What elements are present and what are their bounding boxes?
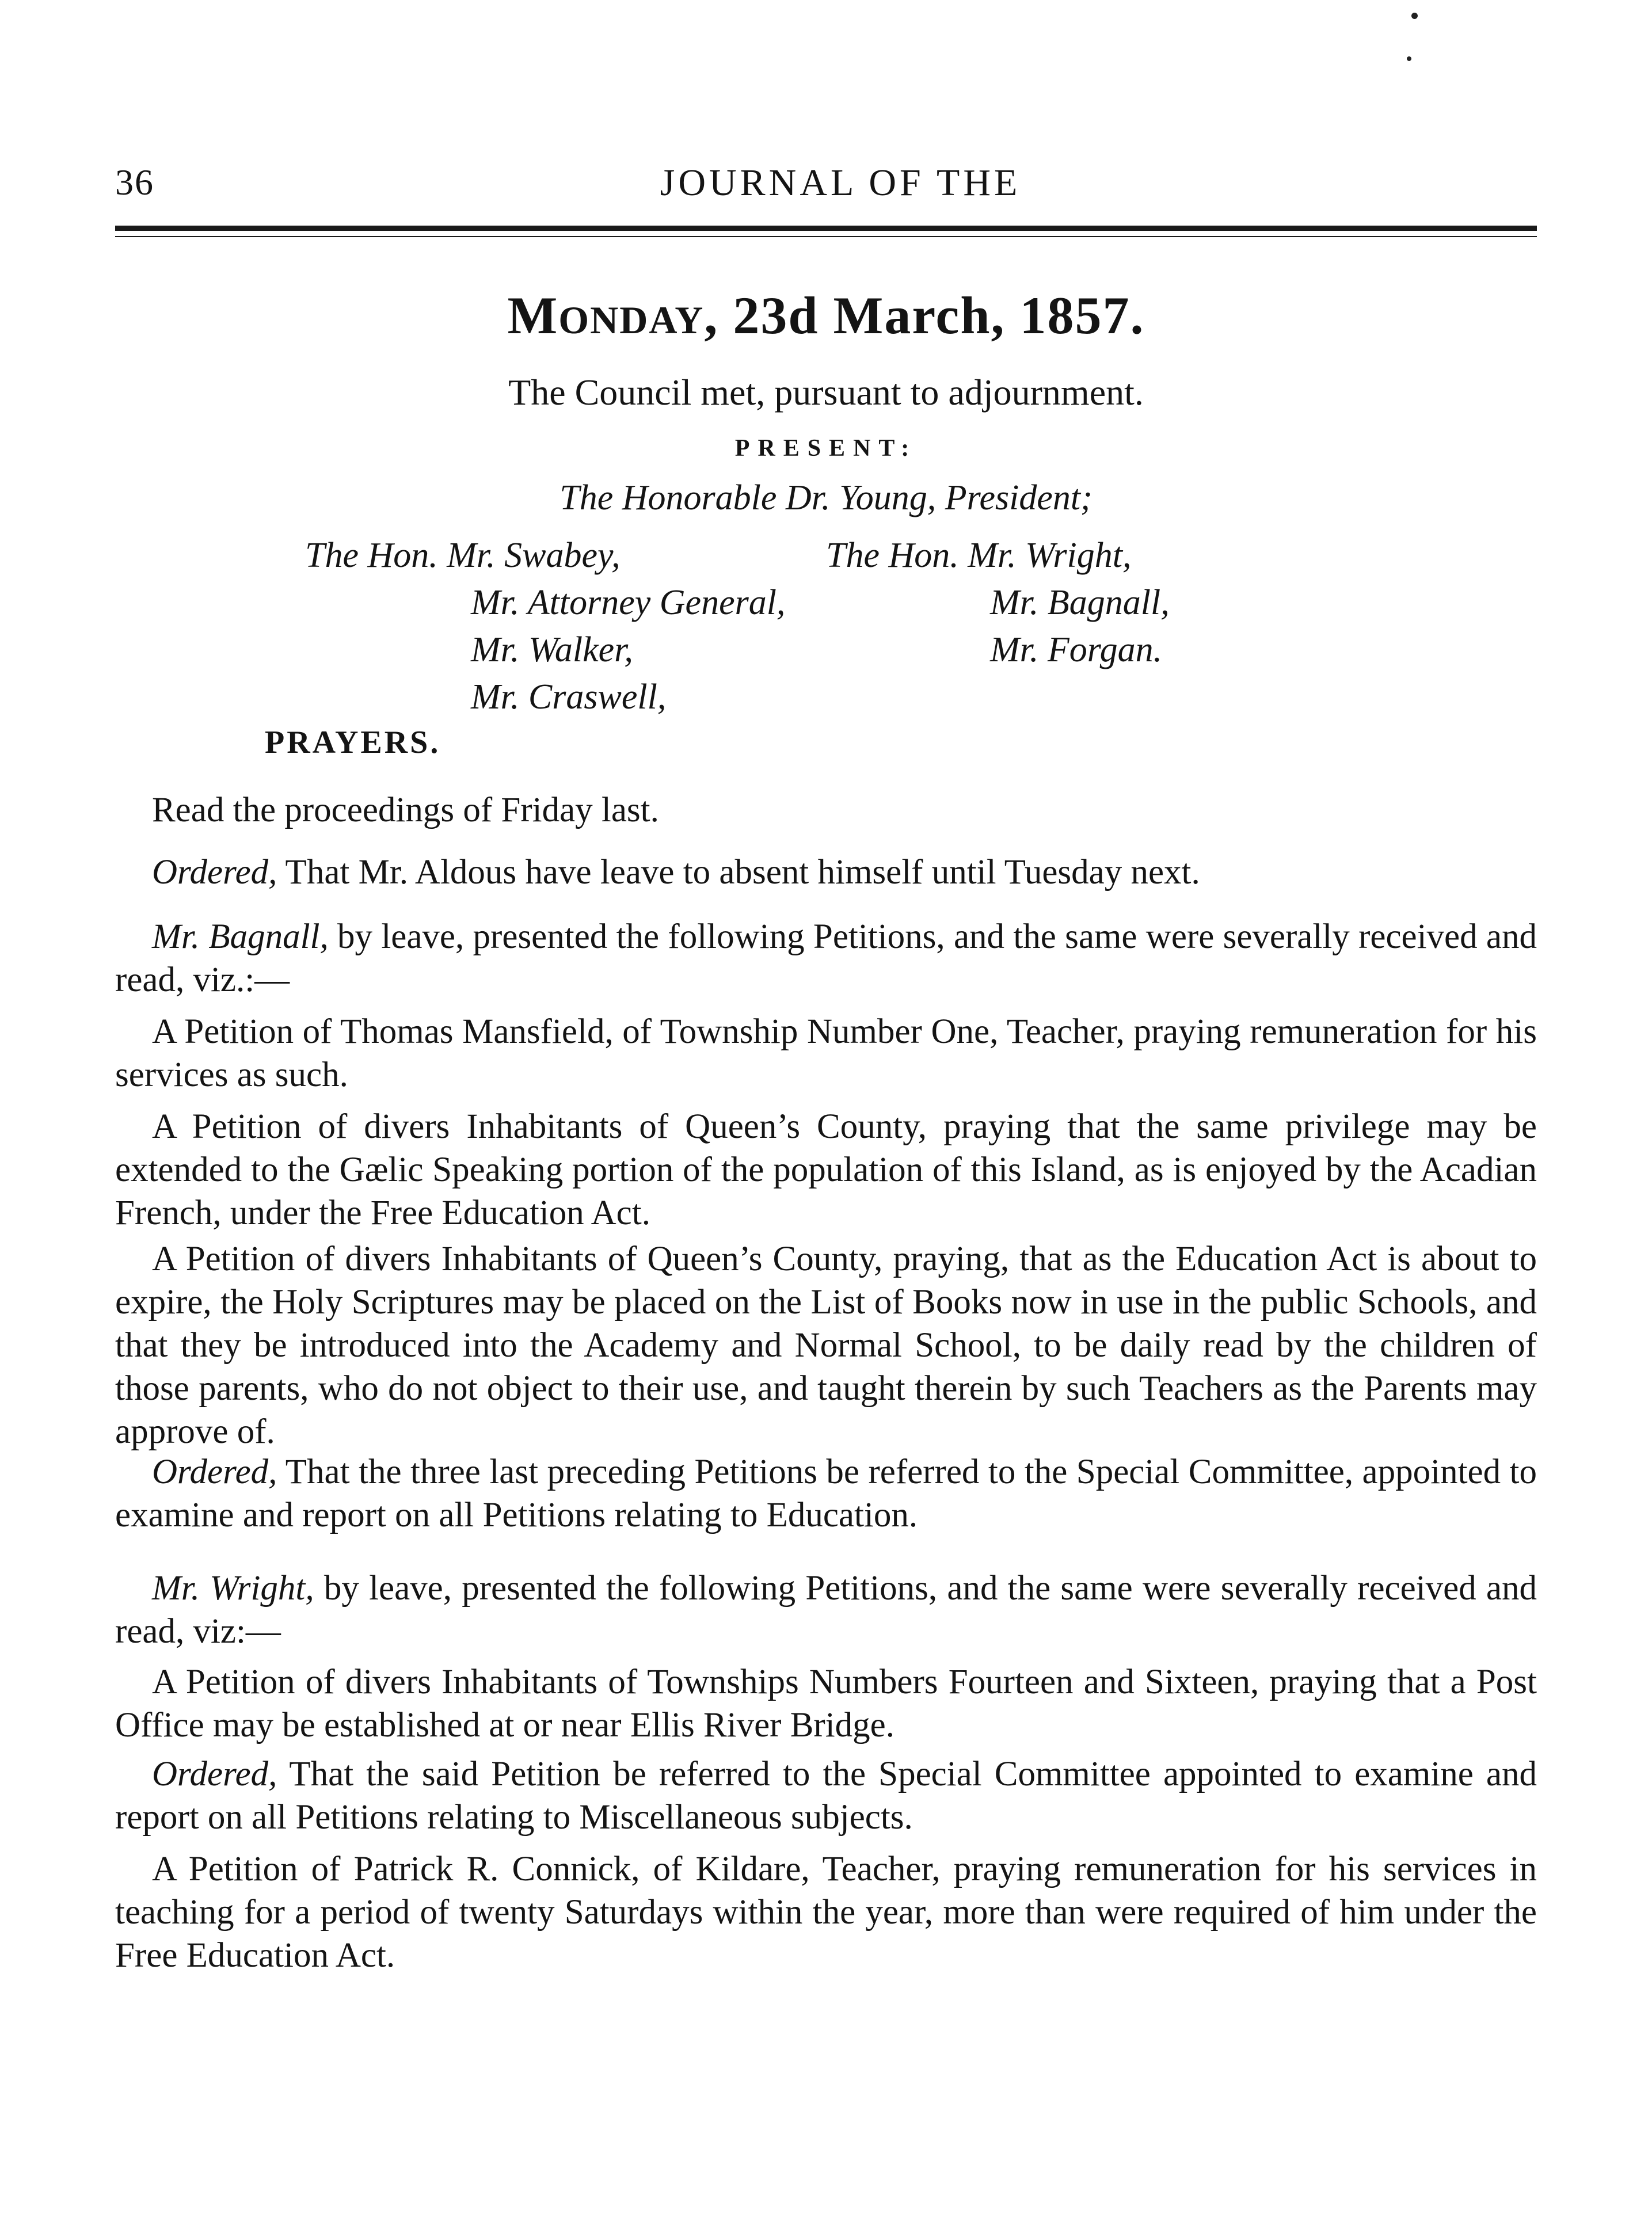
date-text: , 23d March, 1857. xyxy=(704,286,1145,345)
paragraph-lead: Ordered, xyxy=(152,1453,277,1491)
member-right-1: The Hon. Mr. Wright, xyxy=(826,536,1132,575)
paragraph-text: Read the proceedings of Friday last. xyxy=(152,791,659,829)
paragraph-text: That Mr. Aldous have leave to absent himself until Tuesday next. xyxy=(277,853,1200,892)
member-right-2: Mr. Bagnall, xyxy=(990,583,1170,622)
paragraph-text: A Petition of divers Inhabitants of Queen’s County, praying that the same privilege may be extended to the Gælic Speaking portion of the population of this Island, as is enjoyed by the Acadian French, under the Free Education Act. xyxy=(115,1107,1537,1232)
paragraph-lead: Mr. Wright, xyxy=(152,1569,314,1608)
member-left-1: The Hon. Mr. Swabey, xyxy=(305,536,621,575)
page-number: 36 xyxy=(115,162,154,203)
paragraph-lead: Ordered, xyxy=(152,1755,277,1793)
paragraph-text: by leave, presented the following Petitions, and the same were severally received and read, viz.:— xyxy=(115,917,1537,999)
member-left-4: Mr. Craswell, xyxy=(471,677,667,717)
petition-mansfield xyxy=(115,1010,1537,1096)
paragraph-text: That the three last preceding Petitions be referred to the Special Committee, appointed to examine and report on all Petitions relating to Education. xyxy=(115,1453,1537,1534)
paragraph-lead: Ordered, xyxy=(152,853,277,892)
date-heading xyxy=(0,285,1652,346)
present-label: PRESENT: xyxy=(734,435,918,462)
petition-post-office xyxy=(115,1660,1537,1747)
member-left-2: Mr. Attorney General, xyxy=(471,583,786,622)
paragraph-text: A Petition of Thomas Mansfield, of Township Number One, Teacher, praying remuneration for his services as such. xyxy=(115,1012,1537,1094)
petition-gaelic xyxy=(115,1105,1537,1235)
petition-connick xyxy=(115,1848,1537,1977)
paragraph-proceedings xyxy=(115,788,1537,832)
paragraph-text: That the said Petition be referred to the Special Committee appointed to examine and report on all Petitions relating to Miscellaneous subjects. xyxy=(115,1755,1537,1837)
president-line: The Honorable Dr. Young, President; xyxy=(559,478,1093,517)
paragraph-lead: Mr. Bagnall, xyxy=(152,917,329,956)
journal-title: JOURNAL OF THE xyxy=(660,162,1021,204)
member-left-3: Mr. Walker, xyxy=(471,630,633,669)
prayers-heading: PRAYERS. xyxy=(265,725,441,760)
header-rule xyxy=(115,226,1537,231)
running-head xyxy=(115,161,1537,213)
paragraph-text: A Petition of divers Inhabitants of Queen’s County, praying, that as the Education Act is about to expire, the Holy Scriptures may be placed on the List of Books now in use in the public Schools, and that they be introduced into the Academy and Normal School, to be daily read by the children of those parents, who do not object to their use, and taught therein by such Teachers as the Parents may approve of. xyxy=(115,1240,1537,1451)
paragraph-bagnall-petitions xyxy=(115,915,1537,1001)
paragraph-text: A Petition of Patrick R. Connick, of Kildare, Teacher, praying remuneration for his services in teaching for a period of twenty Saturdays within the year, more than were required of him under the Free Education Act. xyxy=(115,1850,1537,1975)
paragraph-wright-petitions xyxy=(115,1567,1537,1653)
paragraph-text: by leave, presented the following Petitions, and the same were severally received and read, viz:— xyxy=(115,1569,1537,1651)
paragraph-text: A Petition of divers Inhabitants of Townships Numbers Fourteen and Sixteen, praying that a Post Office may be established at or near Ellis River Bridge. xyxy=(115,1663,1537,1744)
paragraph-order-miscellaneous xyxy=(115,1753,1537,1839)
header-rule-thin xyxy=(115,236,1537,237)
member-right-3: Mr. Forgan. xyxy=(990,630,1163,669)
paragraph-order-education xyxy=(115,1450,1537,1537)
print-speck xyxy=(1411,13,1418,19)
meeting-line: The Council met, pursuant to adjournment. xyxy=(508,372,1144,413)
paragraph-order-aldous xyxy=(115,851,1537,894)
day-rest: ONDAY xyxy=(558,298,705,342)
day-initial: M xyxy=(507,286,559,345)
petition-scriptures xyxy=(115,1237,1537,1453)
print-speck xyxy=(1407,56,1411,61)
